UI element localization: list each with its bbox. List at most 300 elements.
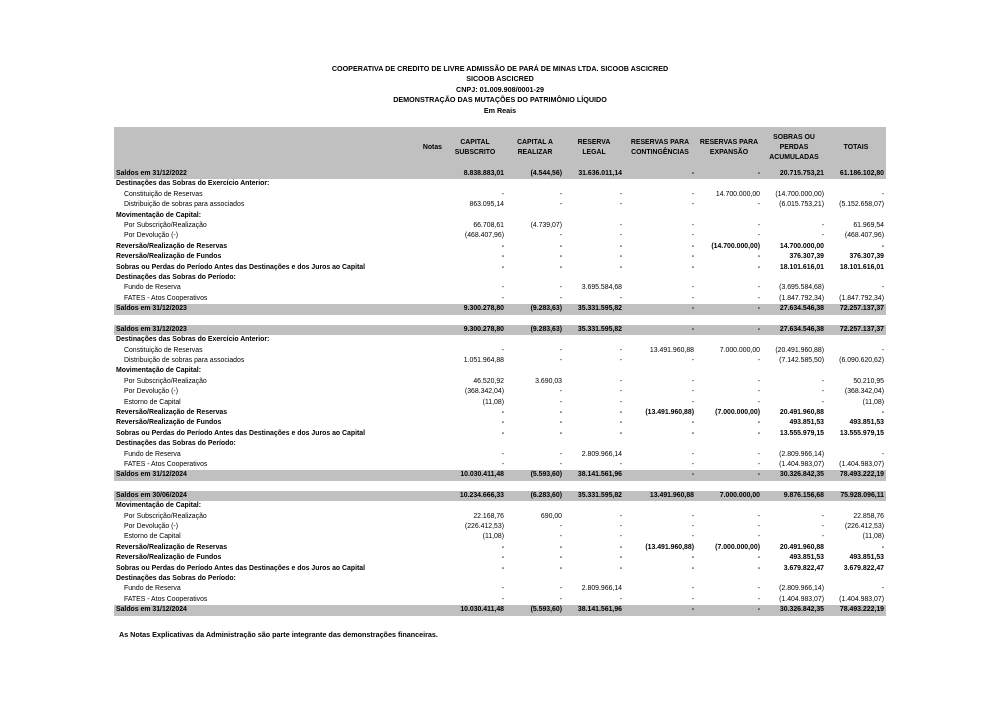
row-label: Sobras ou Perdas do Período Antes das Destinações e dos Juros ao Capital <box>116 564 366 572</box>
table-row <box>114 543 886 553</box>
cell-value: 13.555.979,15 <box>779 429 824 437</box>
row-label: Destinações das Sobras do Período: <box>116 274 236 282</box>
table-row <box>114 408 886 418</box>
cell-value: - <box>501 564 504 572</box>
cell-value: (7.142.585,50) <box>779 356 824 364</box>
cell-value: 27.634.546,38 <box>762 304 826 314</box>
cell-value: (368.342,04) <box>844 388 884 396</box>
cell-value: 3.695.584,68 <box>581 284 622 292</box>
row-label: Estorno de Capital <box>124 398 181 406</box>
cell-value: (20.491.960,88) <box>775 346 824 354</box>
row-label: Movimentação de Capital: <box>116 211 202 219</box>
cell-value: - <box>559 460 562 468</box>
column-header: RESERVAS PARA CONTINGÊNCIAS <box>624 127 696 169</box>
cell-value: - <box>619 356 622 364</box>
cell-value: - <box>501 429 504 437</box>
table-row <box>114 429 886 439</box>
cell-value: 10.030.411,48 <box>444 605 506 615</box>
cell-value: 1.051.964,88 <box>463 356 504 364</box>
cell-value <box>624 211 696 221</box>
cell-value: - <box>691 284 694 292</box>
cell-value: - <box>619 564 622 572</box>
cell-value: 31.636.011,14 <box>564 169 624 179</box>
cell-value: - <box>757 222 760 230</box>
cell-value: 72.257.137,37 <box>826 325 886 335</box>
cell-value <box>414 231 444 241</box>
row-label: Destinações das Sobras do Período: <box>116 440 236 448</box>
cell-value: - <box>619 346 622 354</box>
cell-value: (2.809.966,14) <box>779 585 824 593</box>
cell-value: (7.000.000,00) <box>715 543 760 551</box>
cell-value: - <box>501 284 504 292</box>
row-label: Fundo de Reserva <box>124 450 181 458</box>
cell-value: - <box>881 450 884 458</box>
cell-value <box>762 315 826 325</box>
cell-value: (9.283,63) <box>506 325 564 335</box>
cell-value <box>444 574 506 584</box>
cell-value <box>444 179 506 189</box>
row-label <box>114 315 414 325</box>
cell-value <box>444 481 506 491</box>
cell-value <box>414 553 444 563</box>
cell-value <box>414 574 444 584</box>
cell-value: - <box>691 388 694 396</box>
cell-value: 20.715.753,21 <box>762 169 826 179</box>
cell-value <box>826 315 886 325</box>
cell-value: (7.000.000,00) <box>715 408 760 416</box>
cell-value <box>414 605 444 615</box>
cell-value: 10.234.666,33 <box>444 491 506 501</box>
row-label: Reversão/Realização de Reservas <box>116 242 228 250</box>
cell-value: 14.700.000,00 <box>715 190 760 198</box>
cell-value: - <box>501 253 504 261</box>
cell-value: - <box>757 595 760 603</box>
cell-value: - <box>757 294 760 302</box>
cell-value <box>506 501 564 511</box>
cell-value: - <box>821 388 824 396</box>
cell-value: (4.544,56) <box>506 169 564 179</box>
cell-value <box>414 408 444 418</box>
cell-value <box>762 273 826 283</box>
cell-value <box>414 242 444 252</box>
cell-value: (13.491.960,88) <box>645 408 694 416</box>
cell-value <box>506 273 564 283</box>
cell-value <box>762 211 826 221</box>
cell-value: - <box>757 512 760 520</box>
cell-value <box>414 294 444 304</box>
cell-value: - <box>559 263 562 271</box>
company-short-name: SICOOB ASCICRED <box>466 74 534 83</box>
cell-value <box>624 335 696 345</box>
table-row <box>114 387 886 397</box>
row-label: Constituição de Reservas <box>124 346 203 354</box>
cell-value <box>696 574 762 584</box>
cell-value: - <box>691 232 694 240</box>
cell-value: 3.679.822,47 <box>783 564 824 572</box>
cell-value: 38.141.561,96 <box>564 470 624 480</box>
cell-value <box>564 179 624 189</box>
row-label: Movimentação de Capital: <box>116 367 202 375</box>
row-label: Por Subscrição/Realização <box>124 377 207 385</box>
cell-value <box>696 315 762 325</box>
cell-value: - <box>559 201 562 209</box>
cell-value: 78.493.222,19 <box>826 605 886 615</box>
cell-value: - <box>619 533 622 541</box>
table-row <box>114 439 886 449</box>
cell-value <box>444 439 506 449</box>
cell-value: - <box>619 201 622 209</box>
cell-value: - <box>691 512 694 520</box>
cell-value: 20.491.960,88 <box>779 408 824 416</box>
cell-value <box>414 211 444 221</box>
table-row <box>114 200 886 210</box>
cell-value: - <box>821 533 824 541</box>
cell-value: - <box>696 325 762 335</box>
cell-value: - <box>559 388 562 396</box>
cell-value: 20.491.960,88 <box>779 543 824 551</box>
cell-value <box>564 501 624 511</box>
cell-value <box>826 574 886 584</box>
cell-value: 3.679.822,47 <box>843 564 884 572</box>
cell-value: - <box>757 429 760 437</box>
cell-value: 22.858,76 <box>853 512 884 520</box>
cell-value: - <box>757 388 760 396</box>
cell-value: (6.283,60) <box>506 491 564 501</box>
cell-value: (1.847.792,34) <box>779 294 824 302</box>
table-row <box>114 366 886 376</box>
cell-value: - <box>696 470 762 480</box>
cell-value: 46.520,92 <box>473 377 504 385</box>
cell-value: - <box>624 169 696 179</box>
cell-value: - <box>821 512 824 520</box>
cell-value: 690,00 <box>540 512 562 520</box>
table-row <box>114 242 886 252</box>
cell-value <box>414 522 444 532</box>
cell-value <box>762 439 826 449</box>
cell-value <box>414 263 444 273</box>
cell-value: - <box>696 304 762 314</box>
cell-value <box>564 366 624 376</box>
cell-value: - <box>559 450 562 458</box>
cell-value <box>506 574 564 584</box>
cell-value <box>444 315 506 325</box>
cell-value: 2.809.966,14 <box>581 585 622 593</box>
table-row <box>114 501 886 511</box>
row-label: Saldos em 31/12/2024 <box>114 470 414 480</box>
cell-value: 493.851,53 <box>849 554 884 562</box>
cell-value: - <box>624 470 696 480</box>
cell-value: - <box>559 554 562 562</box>
cell-value: - <box>821 398 824 406</box>
cell-value: 61.969,54 <box>853 222 884 230</box>
balance-row <box>114 325 886 335</box>
cell-value <box>444 501 506 511</box>
cell-value: - <box>821 222 824 230</box>
table-row <box>114 584 886 594</box>
table-row <box>114 283 886 293</box>
cell-value: - <box>559 543 562 551</box>
cell-value <box>414 387 444 397</box>
cell-value: 13.555.979,15 <box>839 429 884 437</box>
spacer-row <box>114 315 886 325</box>
cell-value: - <box>691 263 694 271</box>
table-row <box>114 356 886 366</box>
cell-value <box>414 283 444 293</box>
cell-value: - <box>619 554 622 562</box>
cell-value: (226.412,53) <box>464 523 504 530</box>
row-label: Reversão/Realização de Reservas <box>116 543 228 551</box>
cell-value: - <box>501 554 504 562</box>
cell-value: - <box>757 284 760 292</box>
cell-value: 35.331.595,82 <box>564 304 624 314</box>
cell-value: - <box>691 398 694 406</box>
cell-value: - <box>619 419 622 427</box>
cell-value: - <box>501 595 504 603</box>
cell-value: (5.593,60) <box>506 470 564 480</box>
cell-value: - <box>691 253 694 261</box>
cell-value <box>414 564 444 574</box>
cell-value: - <box>881 190 884 198</box>
row-label: FATES - Atos Cooperativos <box>124 460 208 468</box>
row-label: Destinações das Sobras do Exercício Anterior: <box>116 180 270 188</box>
cell-value <box>444 273 506 283</box>
cell-value <box>762 481 826 491</box>
cell-value: (368.342,04) <box>464 388 504 396</box>
table-row <box>114 564 886 574</box>
cell-value: - <box>757 564 760 572</box>
cell-value: 18.101.616,01 <box>779 263 824 271</box>
cell-value <box>564 315 624 325</box>
row-label <box>114 481 414 491</box>
row-label: Fundo de Reserva <box>124 585 181 593</box>
cell-value: - <box>501 408 504 416</box>
cell-value: - <box>619 523 622 530</box>
balance-row <box>114 470 886 480</box>
cell-value: - <box>501 419 504 427</box>
cell-value: (1.404.983,07) <box>779 595 824 603</box>
company-name: COOPERATIVA DE CREDITO DE LIVRE ADMISSÃO DE PARÁ DE MINAS LTDA. SICOOB ASCICRED <box>331 64 669 73</box>
cell-value: 863.095,14 <box>469 201 504 209</box>
row-label: Reversão/Realização de Fundos <box>116 554 222 562</box>
cell-value: - <box>691 356 694 364</box>
equity-changes-table <box>114 127 886 616</box>
cell-value: 493.851,53 <box>789 554 824 562</box>
cell-value <box>414 252 444 262</box>
cell-value <box>624 273 696 283</box>
cell-value <box>826 179 886 189</box>
cell-value: - <box>881 543 884 551</box>
cell-value <box>414 356 444 366</box>
row-label: Reversão/Realização de Fundos <box>116 253 222 261</box>
cell-value <box>624 179 696 189</box>
cell-value: (13.491.960,88) <box>645 543 694 551</box>
cell-value <box>414 429 444 439</box>
cell-value <box>444 335 506 345</box>
cell-value: - <box>691 460 694 468</box>
cell-value <box>414 169 444 179</box>
cell-value: - <box>691 585 694 593</box>
cell-value <box>414 221 444 231</box>
cell-value: 493.851,53 <box>849 419 884 427</box>
cell-value <box>414 377 444 387</box>
column-header: CAPITAL A REALIZAR <box>506 127 564 169</box>
cell-value <box>414 481 444 491</box>
cell-value: - <box>559 232 562 240</box>
cell-value: - <box>559 408 562 416</box>
cell-value: (6.090.620,62) <box>839 356 884 364</box>
cell-value: - <box>691 564 694 572</box>
column-header: CAPITAL SUBSCRITO <box>444 127 506 169</box>
table-row <box>114 252 886 262</box>
column-header <box>114 127 414 169</box>
table-row <box>114 522 886 532</box>
cell-value: - <box>619 253 622 261</box>
cell-value: 75.928.096,11 <box>826 491 886 501</box>
cell-value <box>696 273 762 283</box>
cell-value <box>414 200 444 210</box>
table-row <box>114 574 886 584</box>
cell-value <box>506 335 564 345</box>
cell-value: - <box>691 190 694 198</box>
cell-value <box>414 179 444 189</box>
cell-value <box>696 439 762 449</box>
cell-value <box>414 491 444 501</box>
cell-value: - <box>619 232 622 240</box>
cell-value: - <box>691 419 694 427</box>
cell-value: (14.700.000,00) <box>775 190 824 198</box>
cell-value: (5.593,60) <box>506 605 564 615</box>
row-label: Saldos em 30/06/2024 <box>114 491 414 501</box>
row-label: Sobras ou Perdas do Período Antes das Destinações e dos Juros ao Capital <box>116 429 366 437</box>
cell-value: - <box>757 232 760 240</box>
cell-value: - <box>559 533 562 541</box>
cell-value: - <box>696 605 762 615</box>
table-row <box>114 263 886 273</box>
row-label: Saldos em 31/12/2023 <box>114 325 414 335</box>
cell-value: 35.331.595,82 <box>564 491 624 501</box>
cell-value: (9.283,63) <box>506 304 564 314</box>
cell-value: - <box>691 377 694 385</box>
cell-value: - <box>757 201 760 209</box>
cell-value <box>414 595 444 605</box>
cell-value: 2.809.966,14 <box>581 450 622 458</box>
row-label: FATES - Atos Cooperativos <box>124 595 208 603</box>
statement-title: DEMONSTRAÇÃO DAS MUTAÇÕES DO PATRIMÔNIO LÍQUIDO <box>393 95 607 104</box>
cell-value <box>696 481 762 491</box>
row-label: Por Devolução (-) <box>124 232 178 240</box>
currency-note: Em Reais <box>483 106 517 115</box>
cell-value: - <box>691 201 694 209</box>
table-row <box>114 553 886 563</box>
cell-value: - <box>501 263 504 271</box>
cell-value <box>414 304 444 314</box>
cell-value <box>696 366 762 376</box>
cell-value: 8.838.883,01 <box>444 169 506 179</box>
cell-value <box>506 179 564 189</box>
table-row <box>114 377 886 387</box>
row-label: Sobras ou Perdas do Período Antes das Destinações e dos Juros ao Capital <box>116 263 366 271</box>
cell-value: (1.847.792,34) <box>839 294 884 302</box>
cell-value: - <box>691 554 694 562</box>
cell-value: (5.152.658,07) <box>839 201 884 209</box>
cell-value <box>506 211 564 221</box>
spacer-row <box>114 481 886 491</box>
row-label: Reversão/Realização de Reservas <box>116 408 228 416</box>
row-label: Por Devolução (-) <box>124 523 178 530</box>
cell-value <box>414 470 444 480</box>
cell-value <box>564 439 624 449</box>
cell-value: (11,08) <box>482 533 504 541</box>
table-row <box>114 190 886 200</box>
cell-value: 9.300.278,80 <box>444 325 506 335</box>
cell-value: - <box>501 585 504 593</box>
table-row <box>114 595 886 605</box>
row-label: Distribuição de sobras para associados <box>124 201 245 209</box>
cell-value: - <box>881 284 884 292</box>
cell-value <box>826 439 886 449</box>
cell-value: 78.493.222,19 <box>826 470 886 480</box>
cell-value: (2.809.966,14) <box>779 450 824 458</box>
cell-value: - <box>619 595 622 603</box>
cell-value: - <box>501 294 504 302</box>
cell-value: - <box>559 564 562 572</box>
cell-value <box>826 501 886 511</box>
cell-value: - <box>691 294 694 302</box>
row-label: Reversão/Realização de Fundos <box>116 419 222 427</box>
cell-value: - <box>821 523 824 530</box>
table-row <box>114 418 886 428</box>
cell-value: 66.708,61 <box>473 222 504 230</box>
cell-value <box>414 366 444 376</box>
cell-value: - <box>501 450 504 458</box>
table-row <box>114 211 886 221</box>
table-row <box>114 512 886 522</box>
cell-value: - <box>619 398 622 406</box>
cell-value <box>826 211 886 221</box>
cell-value: - <box>757 419 760 427</box>
cell-value: 3.690,03 <box>535 377 562 385</box>
cell-value: - <box>559 356 562 364</box>
column-header: RESERVAS PARA EXPANSÃO <box>696 127 762 169</box>
row-label: Saldos em 31/12/2024 <box>114 605 414 615</box>
cell-value: - <box>559 294 562 302</box>
cell-value: - <box>624 325 696 335</box>
cell-value: (11,08) <box>482 398 504 406</box>
cell-value: 376.307,39 <box>789 253 824 261</box>
cell-value <box>826 481 886 491</box>
cell-value: - <box>501 242 504 250</box>
cell-value <box>414 501 444 511</box>
cell-value <box>624 315 696 325</box>
cell-value: - <box>559 242 562 250</box>
cell-value: - <box>757 398 760 406</box>
cell-value <box>506 366 564 376</box>
column-header: Notas <box>414 127 444 169</box>
cell-value: 30.326.842,35 <box>762 470 826 480</box>
cell-value: - <box>619 242 622 250</box>
cell-value <box>414 512 444 522</box>
cell-value: - <box>559 585 562 593</box>
row-label: Destinações das Sobras do Período: <box>116 575 236 583</box>
cell-value: - <box>559 595 562 603</box>
cell-value: - <box>881 242 884 250</box>
cell-value: (3.695.584,68) <box>779 284 824 292</box>
cell-value: - <box>691 595 694 603</box>
row-label: Destinações das Sobras do Exercício Anterior: <box>116 336 270 344</box>
cell-value <box>564 211 624 221</box>
cell-value <box>564 574 624 584</box>
cell-value <box>624 574 696 584</box>
